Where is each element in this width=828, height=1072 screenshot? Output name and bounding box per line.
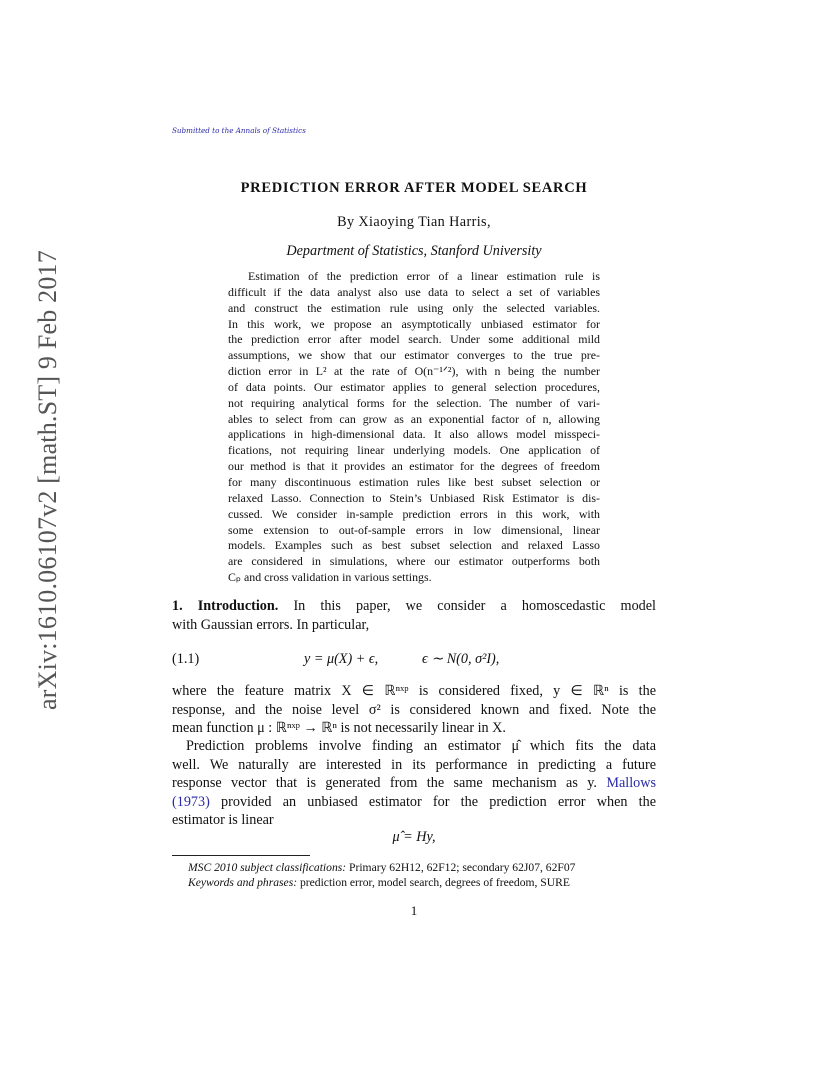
arxiv-stamp: arXiv:1610.06107v2 [math.ST] 9 Feb 2017 — [33, 250, 62, 710]
abstract-line: difficult if the data analyst also use data to select a set of variables — [228, 284, 600, 299]
journal-header: Submitted to the Annals of Statistics — [172, 126, 306, 135]
prediction-paragraph — [172, 737, 656, 830]
abstract-line: are considered in simulations, where our estimator outperforms both — [228, 554, 600, 569]
abstract-line: ables to select from can grow as an exponential factor of n, allowing — [228, 411, 600, 426]
model-paragraph — [172, 682, 656, 738]
footnote-label: Keywords and phrases: — [188, 876, 298, 889]
equation-lhs: y = μ(X) + ϵ, — [304, 651, 379, 667]
footnote-rule — [172, 855, 310, 856]
author-line: By Xiaoying Tian Harris, — [337, 214, 491, 230]
body-line: where the feature matrix X ∈ ℝⁿˣᵖ is considered fixed, y ∈ ℝⁿ is the — [172, 683, 656, 699]
abstract-line: some extension to out-of-sample errors in low dimensional, linear — [228, 522, 600, 537]
abstract-line: Estimation of the prediction error of a linear estimation rule is — [248, 269, 600, 283]
intro-paragraph — [172, 597, 656, 634]
abstract-line: of data points. Our estimator applies to general selection procedures, — [228, 379, 600, 394]
equation-rhs: ϵ ∼ N(0, σ²I), — [422, 651, 500, 667]
intro-line: with Gaussian errors. In particular, — [172, 616, 370, 633]
abstract-line: applications in high-dimensional data. It also allows model misspeci- — [228, 427, 600, 442]
intro-text: In this paper, we consider a homoscedastic model — [293, 598, 656, 614]
abstract-line: fications, not requiring linear underlying models. One application of — [228, 443, 600, 458]
paper-title: PREDICTION ERROR AFTER MODEL SEARCH — [240, 180, 588, 196]
abstract-line: the prediction error after model search. Under some additional mild — [228, 332, 600, 347]
abstract-line: not requiring analytical forms for the selection. The number of vari- — [228, 395, 600, 410]
abstract-line: relaxed Lasso. Connection to Stein’s Unbiased Risk Estimator is dis- — [228, 490, 600, 505]
abstract-line: cussed. We consider in-sample prediction errors in this work, with — [228, 506, 600, 521]
abstract-line: models. Examples such as best subset selection and relaxed Lasso — [228, 538, 600, 553]
footnotes — [188, 860, 575, 890]
affiliation: Department of Statistics, Stanford University — [286, 243, 542, 259]
body-line: Prediction problems involve finding an estimator μ̂ which fits the data — [186, 738, 656, 754]
page-number: 1 — [410, 903, 418, 918]
footnote-keywords — [188, 875, 575, 890]
body-line: estimator is linear — [172, 812, 274, 828]
footnote-text: prediction error, model search, degrees of freedom, SURE — [299, 876, 570, 889]
equation-2: μ̂ = Hy, — [392, 829, 436, 845]
abstract-line: diction error in L² at the rate of O(n⁻¹ᐟ²), with n being the number — [228, 364, 600, 379]
footnote-text: Primary 62H12, 62F12; secondary 62J07, 62F07 — [349, 861, 576, 874]
body-text: response vector that is generated from the same mechanism as y. — [172, 775, 597, 791]
intro-line — [172, 597, 656, 616]
abstract — [228, 269, 600, 586]
body-line: mean function μ : ℝⁿˣᵖ → ℝⁿ is not necessarily linear in X. — [172, 720, 506, 736]
body-line: well. We naturally are interested in its performance in predicting a future — [172, 756, 656, 773]
footnote-msc — [188, 860, 575, 875]
citation-mallows-link[interactable]: Mallows — [606, 775, 657, 791]
abstract-line: and construct the estimation rule using only the selected variables. — [228, 300, 600, 315]
body-line — [172, 774, 656, 793]
equation-1 — [172, 651, 656, 669]
body-line: response, and the noise level σ² is considered known and fixed. Note the — [172, 701, 656, 718]
footnote-label: MSC 2010 subject classifications: — [188, 861, 347, 874]
equation-number: (1.1) — [172, 651, 200, 667]
abstract-line: our method is that it provides an estimator for the degrees of freedom — [228, 459, 600, 474]
section-heading: 1. Introduction. — [172, 598, 279, 614]
abstract-line: assumptions, we show that our estimator converges to the true pre- — [228, 348, 600, 363]
body-line — [172, 793, 656, 812]
body-text: provided an unbiased estimator for the prediction error when the — [221, 793, 657, 810]
citation-year-link[interactable]: (1973) — [172, 793, 210, 810]
abstract-line: Cₚ and cross validation in various settings. — [228, 570, 432, 585]
abstract-line: In this work, we propose an asymptotically unbiased estimator for — [228, 316, 600, 331]
abstract-line: for many discontinuous estimation rules like best subset selection or — [228, 474, 600, 489]
